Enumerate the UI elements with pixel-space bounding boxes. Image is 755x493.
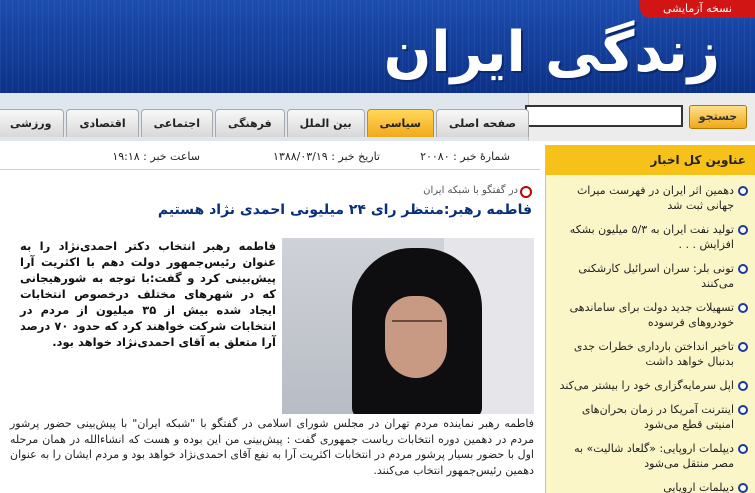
bullet-icon [738, 225, 748, 235]
news-headlines-sidebar [545, 145, 755, 493]
bullet-icon [738, 186, 748, 196]
tab-economic[interactable]: اقتصادی [66, 109, 138, 137]
headline-item[interactable]: تاخیر انداختن بارداری خطرات جدی بدنبال خواهد داشت [552, 339, 748, 369]
article-lede: فاطمه رهبر انتخاب دکتر احمدی‌نژاد را به عنوان رئیس‌جمهور دولت دهم با اکثریت آرا پیش‌بینی کرد و گفت:با توجه به شورهیجانی که در شهرهای مختلف درخصوص انتخابات ایجاد شده بیش از ۳۵ میلیون از مردم در انتخابات شرکت خواهند کرد که حدود ۷۰ درصد آرا متعلق به آقای احمدی‌نژاد خواهد بود. [20, 239, 276, 349]
search-panel [528, 93, 755, 141]
headline-item[interactable]: دیپلمات اروپایی: «گلعاد شالیت» به مصر منتقل می‌شود [552, 441, 748, 471]
site-header [0, 0, 755, 93]
headline-item[interactable]: دیپلمات اروپایی [552, 480, 748, 493]
headline-item[interactable]: تولید نفت ایران به ۵/۳ میلیون بشکه افزایش . . . [552, 222, 748, 252]
bullet-icon [738, 303, 748, 313]
headline-item[interactable]: تسهیلات جدید دولت برای ساماندهی خودروهای فرسوده [552, 300, 748, 330]
headline-item[interactable]: اپل سرمایه‌گزاری خود را بیشتر می‌کند [552, 378, 748, 393]
headline-item[interactable]: دهمین اثر ایران در فهرست میراث جهانی ثبت شد [552, 183, 748, 213]
news-time: ساعت خبر : ۱۹:۱۸ [112, 150, 200, 163]
headline-item[interactable]: تونی بلر: سران اسرائیل کارشکنی می‌کنند [552, 261, 748, 291]
bullet-icon [738, 381, 748, 391]
tab-sports[interactable]: ورزشی [0, 109, 64, 137]
tab-cultural[interactable]: فرهنگی [215, 109, 285, 137]
tab-international[interactable]: بین الملل [287, 109, 365, 137]
bullet-icon [520, 186, 532, 198]
bullet-icon [738, 264, 748, 274]
tab-home[interactable]: صفحه اصلی [436, 109, 529, 137]
tab-social[interactable]: اجتماعی [141, 109, 213, 137]
news-number: شمارهٔ خبر : ۲۰۰۸۰ [420, 150, 510, 163]
news-date: تاریخ خبر : ۱۳۸۸/۰۳/۱۹ [273, 150, 380, 163]
article [0, 172, 540, 493]
article-headline[interactable]: فاطمه رهبر:منتظر رای ۲۴ میلیونی احمدی نژاد هستیم [157, 202, 532, 218]
headline-item[interactable]: اینترنت آمریکا در زمان بحران‌های امنیتی قطع می‌شود [552, 402, 748, 432]
search-input[interactable] [525, 105, 683, 127]
beta-badge: نسخه آزمایشی [640, 0, 755, 18]
sidebar-title: عناوین کل اخبار [546, 145, 755, 175]
bullet-icon [738, 444, 748, 454]
bullet-icon [738, 342, 748, 352]
site-logo[interactable]: زندگی ایران [383, 20, 720, 85]
tab-political[interactable]: سیاسی [367, 109, 434, 137]
article-photo [282, 238, 534, 414]
article-body: فاطمه رهبر نماینده مردم تهران در مجلس شورای اسلامی در گفتگو با "شبکه ایران" با پیش‌بینی حضور پرشور مردم در دهمین دوره انتخابات ریاست جمهوری گفت : پیش‌بینی من این بوده و هست که انشاءالله در همان مرحله اول با حضور بسیار پرشور مردم در انتخابات اکثریت آرا به نفع آقای احمدی‌نژاد خواهد بود و مردم ایشان را به عنوان دهمین رئیس‌جمهور انتخاب می‌کنند. [10, 417, 534, 477]
news-info-bar [0, 145, 540, 170]
search-button[interactable]: جستجو [689, 105, 747, 129]
category-tabs [0, 109, 529, 137]
headline-list [546, 175, 755, 493]
article-kicker: در گفتگو با شبکه ایران [423, 185, 518, 196]
bullet-icon [738, 483, 748, 493]
bullet-icon [738, 405, 748, 415]
